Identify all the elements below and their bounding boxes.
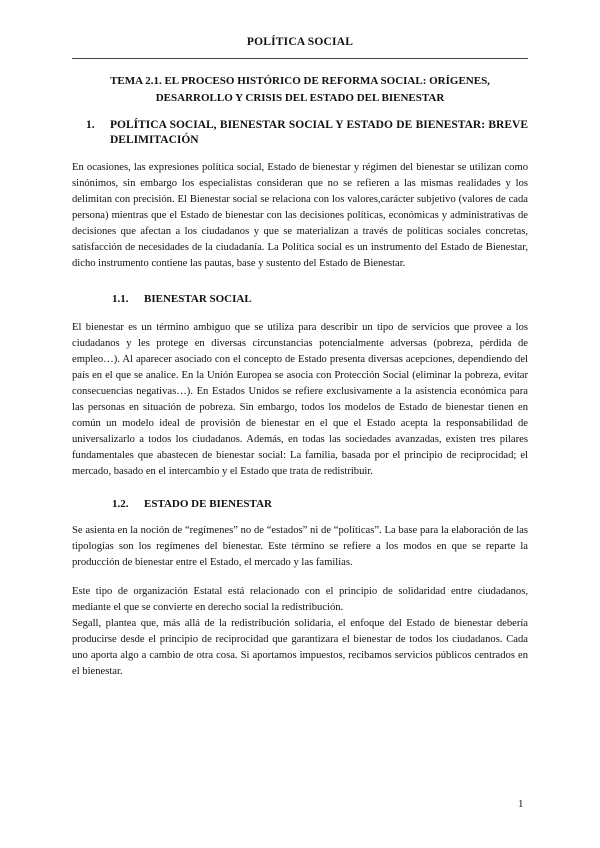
subsection-1-1-number: 1.1.	[112, 293, 129, 305]
subsection-1-1-title: BIENESTAR SOCIAL	[144, 293, 252, 305]
chapter-title-line-1: TEMA 2.1. EL PROCESO HISTÓRICO DE REFORMA SOCIAL: ORÍGENES,	[110, 75, 490, 87]
page-number: 1	[518, 798, 524, 810]
chapter-title	[90, 73, 510, 107]
running-header-title: POLÍTICA SOCIAL	[246, 36, 354, 48]
section-1-title: POLÍTICA SOCIAL, BIENESTAR SOCIAL Y ESTADO DE BIENESTAR: BREVE DELIMITACIÓN	[110, 119, 528, 146]
subsection-1-2-paragraph-3: Segall, plantea que, más allá de la redistribución solidaria, el enfoque del Estado de bienestar debería producirse desde el principio de reciprocidad que garantizara el bienestar de todos los ciudadanos. Cada uno aporta algo a cambio de otra cosa. Si aportamos impuestos, recibamos servicios públicos centrados en el bienestar.	[72, 618, 528, 677]
chapter-title-line-2: DESARROLLO Y CRISIS DEL ESTADO DEL BIENESTAR	[155, 92, 445, 104]
subsection-1-2-paragraph-1: Se asienta en la noción de “regímenes” no de “estados” ni de “políticas”. La base para la elaboración de las tipologías son los regímenes del bienestar. Este término se refiere a los modos en que se reparte la producción de bienestar entre el Estado, el mercado y las familias.	[72, 525, 528, 568]
section-1-number: 1.	[86, 119, 95, 131]
header-rule	[72, 58, 528, 59]
subsection-1-2-title: ESTADO DE BIENESTAR	[144, 498, 272, 510]
subsection-1-1-paragraph: El bienestar es un término ambiguo que se utiliza para describir un tipo de servicios que provee a los ciudadanos y les protege en diversas circunstancias potencialmente adversas (pobreza, pérdida de empleo…). Al aparecer asociado con el concepto de Estado presenta diversas acepciones, dependiendo del país en el que se analice. En la Unión Europea se asocia con Protección Social (eliminar la pobreza, evitar consecuencias negativas…). En Estados Unidos se refiere exclusivamente a la asistencia económica para las personas en situación de pobreza. Sin embargo, todos los modelos de Estado de bienestar tienen en común un modelo ideal de provisión de bienestar en el que el Estado acepta la responsabilidad de universalizarlo a todos los ciudadanos. Además, en todas las sociedades avanzadas, existen tres pilares fundamentales que abastecen de bienestar social: La familia, basada por el principio de reciprocidad; el mercado, basado en el intercambio y el Estado que trata de redistribuir.	[72, 322, 528, 477]
section-1-heading	[72, 118, 528, 148]
section-1-paragraph: En ocasiones, las expresiones política social, Estado de bienestar y régimen del bienestar se utilizan como sinónimos, sin embargo los especialistas consideran que no se refieren a las mismas realidades y los delimitan con precisión. El Bienestar social se relaciona con los valores,carácter subjetivo (valores de cada persona) mientras que el Estado de bienestar con las decisiones políticas, económicas y administrativas de decisiones que afectan a los ciudadanos y que se materializan a través de políticas sociales concretas, satisfacción de necesidades de la ciudadanía. La Política social es un instrumento del Estado de Bienestar, dicho instrumento contiene las pautas, base y sustento del Estado de Bienestar.	[72, 162, 528, 269]
subsection-1-2-paragraph-2: Este tipo de organización Estatal está relacionado con el principio de solidaridad entre ciudadanos, mediante el que se convierte en derecho social la redistribución.	[72, 586, 528, 613]
subsection-1-2-number: 1.2.	[112, 498, 129, 510]
